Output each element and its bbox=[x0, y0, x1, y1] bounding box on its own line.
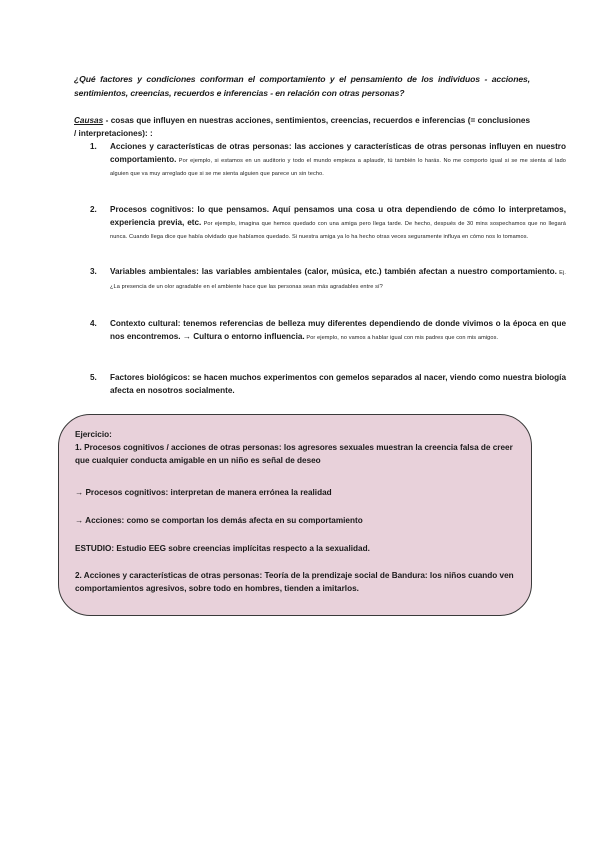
list-item bbox=[74, 141, 566, 181]
list-item-main-text: Factores biológicos: se hacen muchos experimentos con gemelos separados al nacer, viendo como nuestra biología afecta en nosotros socialmente. bbox=[110, 373, 566, 395]
exercise-point-actions: → Acciones: como se comportan los demás afecta en su comportamiento bbox=[75, 516, 363, 525]
list-item bbox=[74, 372, 566, 398]
list-item bbox=[74, 318, 566, 344]
list-item bbox=[74, 204, 566, 244]
list-item-example-text: Por ejemplo, si estamos en un auditorio y todo el mundo empieza a aplaudir, tú también lo harás. No me comporto igual si se me sienta al lado alguien que va muy arreglado que si se me sienta alguien que parece un sin techo. bbox=[110, 157, 566, 177]
list-item-example-text: Por ejemplo, imagina que hemos quedado con una amiga pero llega tarde. De hecho, después de 30 mins sospechamos que no llegará nunca. Cuando llega dice que había olvidado que habíamos quedado. Si nuestra amiga ya lo ha hecho otras veces seguramente influya en cómo nos lo tomamos. bbox=[110, 220, 566, 240]
list-item-main-text: Variables ambientales: las variables ambientales (calor, música, etc.) también afectan a nuestro comportamiento. bbox=[110, 267, 557, 276]
causas-text: - cosas que influyen en nuestras acciones, sentimientos, creencias, recuerdos e inferencias (= conclusiones / interpretaciones): : bbox=[74, 116, 530, 138]
list-item-main-text: Contexto cultural: tenemos referencias de belleza muy diferentes dependiendo de donde vivimos o la época en que nos encontremos. → Cultura o entorno influencia. bbox=[110, 319, 566, 341]
exercise-point-2: 2. Acciones y características de otras personas: Teoría de la prendizaje social de Bandura: los niños cuando ven comportamientos agresivos, sobre todo en hombres, tienden a imitarlos. bbox=[75, 571, 514, 593]
list-item-number: 5. bbox=[90, 373, 97, 382]
list-item-number: 4. bbox=[90, 319, 97, 328]
causas-paragraph bbox=[74, 115, 530, 140]
list-item-example-text: Ej. ¿La presencia de un olor agradable en el ambiente hace que las personas sean más agradables entre sí? bbox=[110, 270, 566, 290]
list-item-number: 1. bbox=[90, 142, 97, 151]
exercise-title: Ejercicio: bbox=[75, 430, 112, 439]
exercise-box bbox=[58, 414, 532, 616]
list-item-number: 2. bbox=[90, 205, 97, 214]
list-item-main-text: Procesos cognitivos: lo que pensamos. Aquí pensamos una cosa u otra dependiendo de cómo lo interpretamos, experiencia previa, etc. bbox=[110, 205, 566, 227]
list-item bbox=[74, 266, 566, 293]
exercise-point-cognitive: → Procesos cognitivos: interpretan de manera errónea la realidad bbox=[75, 488, 332, 497]
list-item-number: 3. bbox=[90, 267, 97, 276]
exercise-study: ESTUDIO: Estudio EEG sobre creencias implícitas respecto a la sexualidad. bbox=[75, 544, 370, 553]
causas-heading: Causas bbox=[74, 116, 104, 125]
intro-question: ¿Qué factores y condiciones conforman el comportamiento y el pensamiento de los individuos - acciones, sentimientos, creencias, recuerdos e inferencias - en relación con otras personas? bbox=[74, 74, 530, 98]
list-item-example-text: Por ejemplo, no vamos a hablar igual con mis padres que con mis amigos. bbox=[304, 334, 499, 341]
list-item-main-text: Acciones y características de otras personas: las acciones y características de otras personas influyen en nuestro comportamiento. bbox=[110, 142, 566, 164]
exercise-point-1: 1. Procesos cognitivos / acciones de otras personas: los agresores sexuales muestran la creencia falsa de creer que cualquier conducta amigable en un niño es señal de deseo bbox=[75, 443, 513, 465]
